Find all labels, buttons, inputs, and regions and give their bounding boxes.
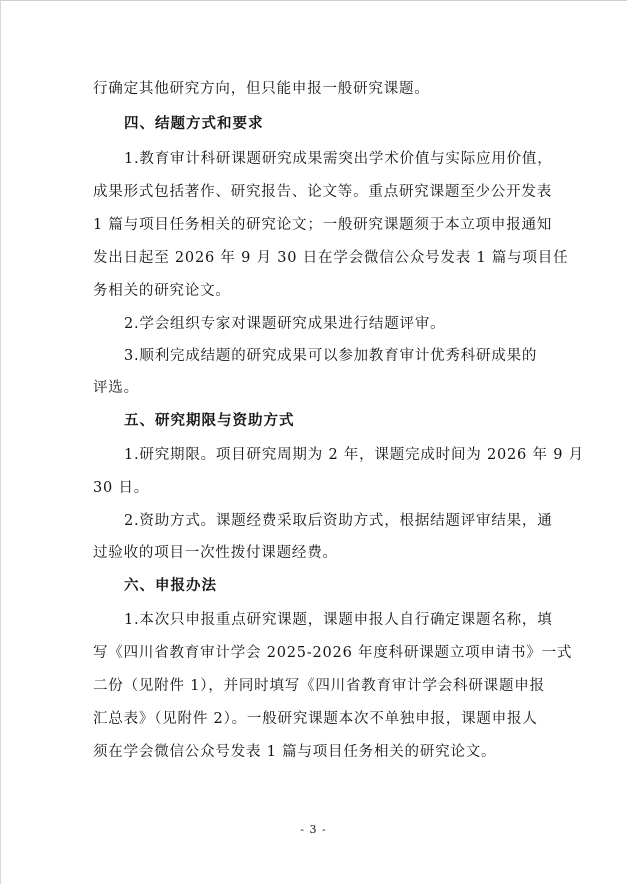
body-line: 行确定其他研究方向，但只能申报一般研究课题。: [93, 81, 430, 97]
body-line: 发出日起至 2026 年 9 月 30 日在学会微信公众号发表 1 篇与项目任: [93, 250, 569, 266]
section-heading-4: 四、结题方式和要求: [124, 115, 264, 132]
body-line: 2.学会组织专家对课题研究成果进行结题评审。: [124, 316, 446, 332]
body-line: 1.教育审计科研课题研究成果需突出学术价值与实际应用价值，: [124, 151, 553, 167]
body-line: 评选。: [93, 380, 139, 396]
body-line: 写《四川省教育审计学会 2025-2026 年度科研课题立项申请书》一式: [93, 645, 573, 661]
body-line: 3.顺利完成结题的研究成果可以参加教育审计优秀科研成果的: [124, 348, 538, 364]
body-line: 1.本次只申报重点研究课题，课题申报人自行确定课题名称，填: [124, 612, 553, 628]
body-line: 过验收的项目一次性拨付课题经费。: [93, 545, 338, 561]
body-line: 汇总表》（见附件 2）。一般研究课题本次不单独申报，课题申报人: [93, 711, 538, 727]
body-line: 二份（见附件 1），并同时填写《四川省教育审计学会科研课题申报: [93, 678, 545, 694]
body-line: 1.研究期限。项目研究周期为 2 年，课题完成时间为 2026 年 9 月: [124, 447, 584, 463]
body-line: 成果形式包括著作、研究报告、论文等。重点研究课题至少公开发表: [93, 184, 552, 200]
body-line: 务相关的研究论文。: [93, 283, 231, 299]
body-line: 须在学会微信公众号发表 1 篇与项目任务相关的研究论文。: [93, 744, 497, 760]
body-line: 1 篇与项目任务相关的研究论文；一般研究课题须于本立项申报通知: [93, 217, 553, 233]
body-line: 2.资助方式。课题经费采取后资助方式，根据结题评审结果，通: [124, 513, 553, 529]
section-heading-5: 五、研究期限与资助方式: [124, 412, 295, 429]
section-heading-6: 六、申报办法: [124, 577, 217, 594]
body-line: 30 日。: [93, 480, 150, 496]
page-number: - 3 -: [300, 823, 327, 836]
